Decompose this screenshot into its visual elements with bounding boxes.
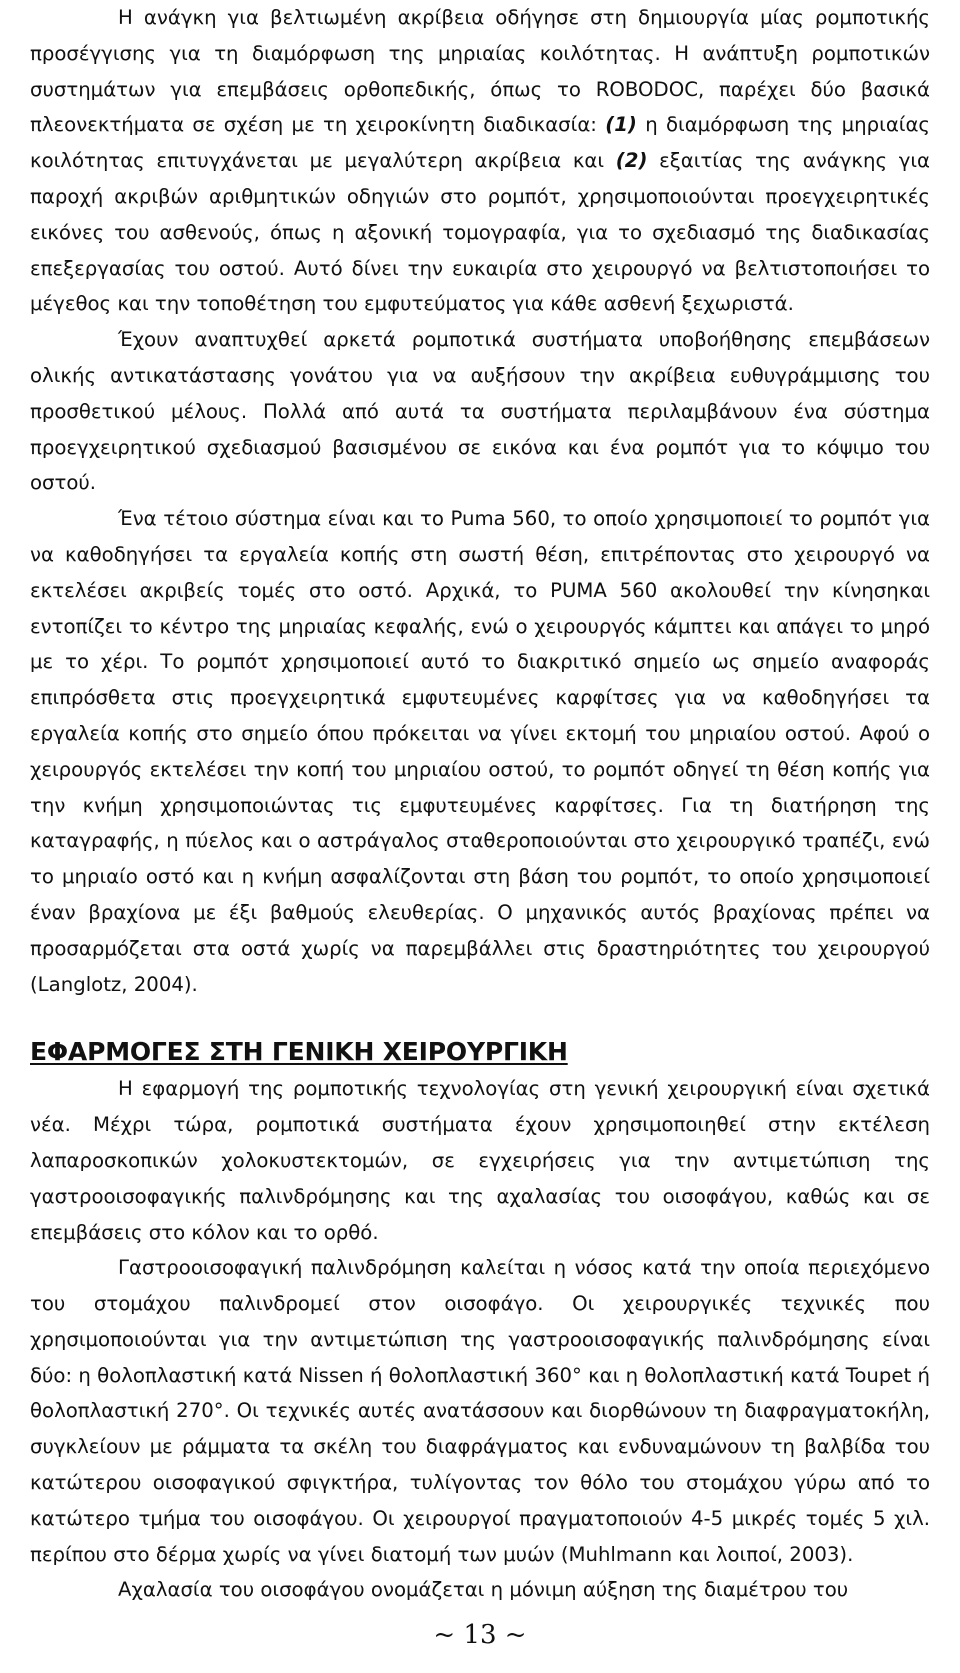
paragraph: [30, 1572, 930, 1608]
paragraph-text: Αχαλασία του οισοφάγου ονομάζεται η μόνιμη αύξηση της διαμέτρου του: [118, 1578, 849, 1602]
document-page: [30, 0, 930, 1608]
paragraph-text: Έχουν αναπτυχθεί αρκετά ρομποτικά συστήματα υποβοήθησης επεμβάσεων ολικής αντικατάστασης γονάτου για να αυξήσουν την ακρίβεια ευθυγράμμισης του προσθετικού μέλους. Πολλά από αυτά τα συστήματα περιλαμβάνουν ένα σύστημα προεγχειρητικού σχεδιασμού βασισμένου σε εικόνα και ένα ρομπότ για το κόψιμο του οστού.: [30, 328, 930, 495]
paragraph-text: Η ανάγκη για βελτιωμένη ακρίβεια οδήγησε στη δημιουργία μίας ρομποτικής προσέγγισης για τη διαμόρφωση της μηριαίας κοιλότητας. Η ανάπτυξη ρομποτικών συστημάτων για επεμβάσεις ορθοπεδικής, όπως το ROBODOC, παρέχει δύο βασικά πλεονεκτήματα σε σχέση με τη χειροκίνητη διαδικασία:: [30, 6, 930, 137]
paragraph-text: Ένα τέτοιο σύστημα είναι και το Puma 560, το οποίο χρησιμοποιεί το ρομπότ για να καθοδηγήσει τα εργαλεία κοπής στη σωστή θέση, επιτρέποντας στο χειρουργό να εκτελέσει ακριβείς τομές στο οστό. Αρχικά, το PUMA 560 ακολουθεί την κίνησηκαι εντοπίζει το κέντρο της μηριαίας κεφαλής, ενώ ο χειρουργός κάμπτει και απάγει το μηρό με το χέρι. Το ρομπότ χρησιμοποιεί αυτό το διακριτικό σημείο ως σημείο αναφοράς επιπρόσθετα στις προεγχειρητικά εμφυτευμένες καρφίτσες για να καθοδηγήσει τα εργαλεία κοπής στο σημείο όπου πρόκειται να γίνει εκτομή του μηριαίου οστού. Αφού ο χειρουργός εκτελέσει την κοπή του μηριαίου οστού, το ρομπότ οδηγεί τη θέση κοπής για την κνήμη χρησιμοποιώντας τις εμφυτευμένες καρφίτσες. Για τη διατήρηση της καταγραφής, η πύελος και ο αστράγαλος σταθεροποιούνται στο χειρουργικό τραπέζι, ενώ το μηριαίο οστό και η κνήμη ασφαλίζονται στη βάση του ρομπότ, το οποίο χρησιμοποιεί έναν βραχίονα με έξι βαθμούς ελευθερίας. Ο μηχανικός αυτός βραχίονας πρέπει να προσαρμόζεται στα οστά χωρίς να παρεμβάλλει στις δραστηριότητες του χειρουργού (Langlotz, 2004).: [30, 507, 930, 996]
paragraph-text: εξαιτίας της ανάγκης για παροχή ακριβών αριθμητικών οδηγιών στο ρομπότ, χρησιμοποιούνται προεγχειρητικές εικόνες του ασθενούς, όπως η αξονική τομογραφία, για το σχεδιασμό της διαδικασίας επεξεργασίας του οστού. Αυτό δίνει την ευκαιρία στο χειρουργό να βελτιστοποιήσει το μέγεθος και την τοποθέτηση του εμφυτεύματος για κάθε ασθενή ξεχωριστά.: [30, 149, 930, 316]
page-number: ~ 13 ~: [433, 1620, 527, 1650]
paragraph: [30, 322, 930, 501]
paragraph: [30, 501, 930, 1002]
section-top-body: [30, 0, 930, 1002]
paragraph-text: Η εφαρμογή της ρομποτικής τεχνολογίας στη γενική χειρουργική είναι σχετικά νέα. Μέχρι τώρα, ρομποτικά συστήματα έχουν χρησιμοποιηθεί στην εκτέλεση λαπαροσκοπικών χολοκυστεκτομών, σε εγχειρήσεις για την αντιμετώπιση της γαστροοισοφαγικής παλινδρόμησης και της αχαλασίας του οισοφάγου, καθώς και σε επεμβάσεις στο κόλον και το ορθό.: [30, 1077, 930, 1244]
paragraph-text: η διαμόρφωση της μηριαίας κοιλότητας επιτυγχάνεται με μεγαλύτερη ακρίβεια και: [30, 113, 930, 173]
section-general-surgery-body: [30, 1071, 930, 1608]
paragraph: [30, 1250, 930, 1572]
paragraph: [30, 1071, 930, 1250]
enumeration-marker: (1): [605, 113, 637, 137]
paragraph: [30, 0, 930, 322]
enumeration-marker: (2): [615, 149, 648, 173]
paragraph-text: Γαστροοισοφαγική παλινδρόμηση καλείται η νόσος κατά την οποία περιεχόμενο του στομάχου παλινδρομεί στον οισοφάγο. Οι χειρουργικές τεχνικές που χρησιμοποιούνται για την αντιμετώπιση της γαστροοισοφαγικής παλινδρόμησης είναι δύο: η θολοπλαστική κατά Nissen ή θολοπλαστική 360° και η θολοπλαστική κατά Toupet ή θολοπλαστική 270°. Οι τεχνικές αυτές ανατάσσουν και διορθώνουν τη διαφραγματοκήλη, συγκλείουν με ράμματα τα σκέλη του διαφράγματος και ενδυναμώνουν τη βαλβίδα του κατώτερου οισοφαγικού σφιγκτήρα, τυλίγοντας τον θόλο του στομάχου γύρω από το κατώτερο τμήμα του οισοφάγου. Οι χειρουργοί πραγματοποιούν 4-5 μικρές τομές 5 χιλ. περίπου στο δέρμα χωρίς να γίνει διατομή των μυών (Muhlmann και λοιποί, 2003).: [30, 1256, 930, 1566]
section-heading: ΕΦΑΡΜΟΓΕΣ ΣΤΗ ΓΕΝΙΚΗ ΧΕΙΡΟΥΡΓΙΚΗ: [30, 1037, 568, 1067]
